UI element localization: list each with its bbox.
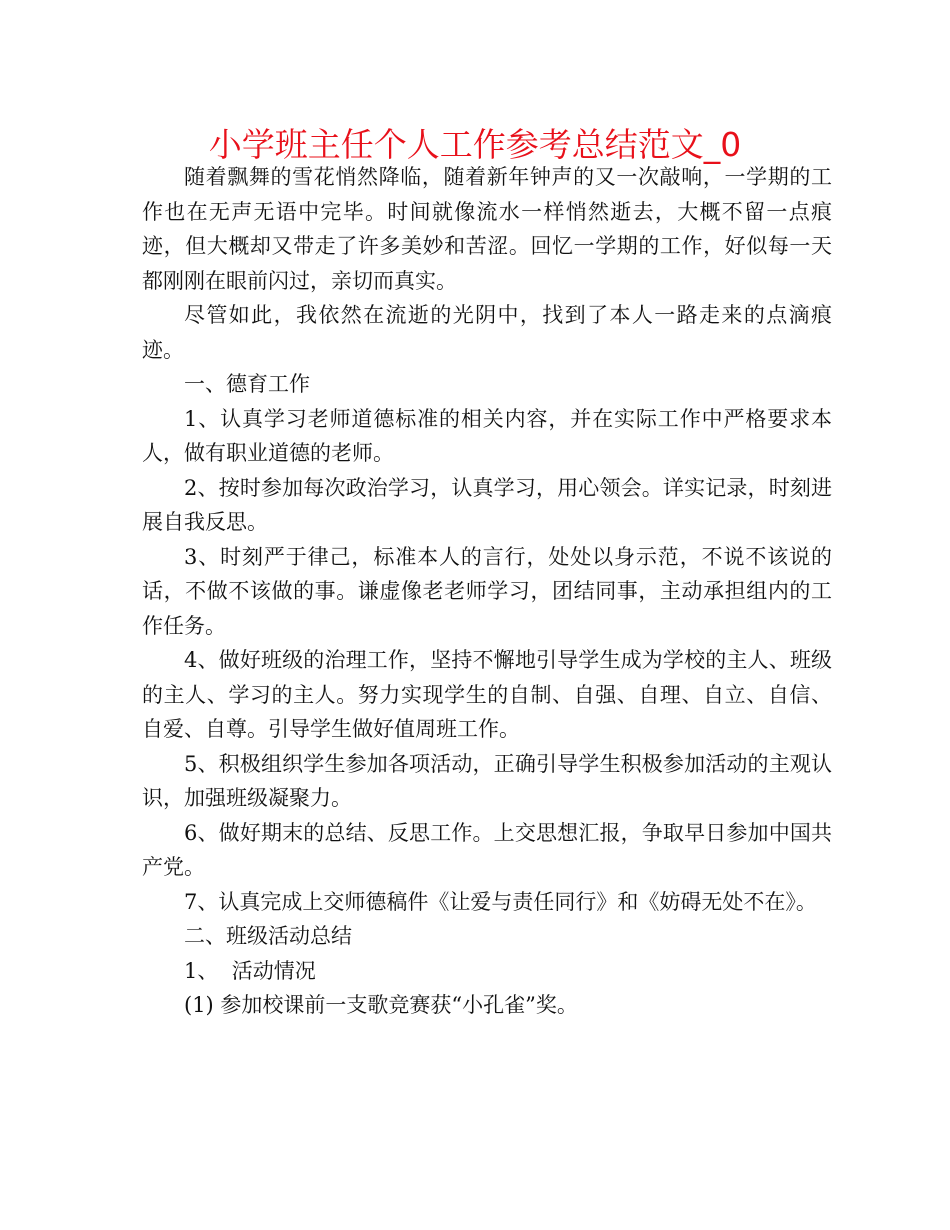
list-item-activity-1: (1) 参加校课前一支歌竞赛获“小孔雀”奖。 (184, 993, 578, 1017)
paragraph-intro: 随着飘舞的雪花悄然降临，随着新年钟声的又一次敲响，一学期的工作也在无声无语中完毕。时间就像流水一样悄然逝去，大概不留一点痕迹，但大概却又带走了许多美妙和苦涩。回忆一学期的工作，好似每一天都刚刚在眼前闪过，亲切而真实。 (142, 165, 832, 293)
list-item-moral-4: 4、做好班级的治理工作，坚持不懈地引导学生成为学校的主人、班级的主人、学习的主人。努力实现学生的自制、自强、自理、自立、自信、自爱、自尊。引导学生做好值周班工作。 (142, 648, 832, 741)
subsection-heading-activities: 1、 活动情况 (184, 958, 316, 983)
section-heading-moral-education: 一、德育工作 (184, 372, 310, 396)
list-item-moral-6: 6、做好期末的总结、反思工作。上交思想汇报，争取早日参加中国共产党。 (142, 820, 832, 879)
list-item-moral-7: 7、认真完成上交师德稿件《让爱与责任同行》和《妨碍无处不在》。 (184, 889, 817, 914)
paragraph-traces: 尽管如此，我依然在流逝的光阴中，找到了本人一路走来的点滴痕迹。 (142, 303, 832, 362)
document-body (142, 160, 832, 1023)
list-item-moral-2: 2、按时参加每次政治学习，认真学习，用心领会。详实记录，时刻进展自我反思。 (142, 475, 832, 534)
list-item-moral-5: 5、积极组织学生参加各项活动，正确引导学生积极参加活动的主观认识，加强班级凝聚力。 (142, 751, 832, 810)
section-heading-class-activities: 二、班级活动总结 (184, 924, 352, 948)
document-title: 小学班主任个人工作参考总结范文_0 (208, 125, 742, 164)
list-item-moral-1: 1、认真学习老师道德标准的相关内容，并在实际工作中严格要求本人，做有职业道德的老师。 (142, 406, 832, 465)
list-item-moral-3: 3、时刻严于律己，标准本人的言行，处处以身示范，不说不该说的话，不做不该做的事。谦虚像老老师学习，团结同事，主动承担组内的工作任务。 (142, 544, 832, 638)
